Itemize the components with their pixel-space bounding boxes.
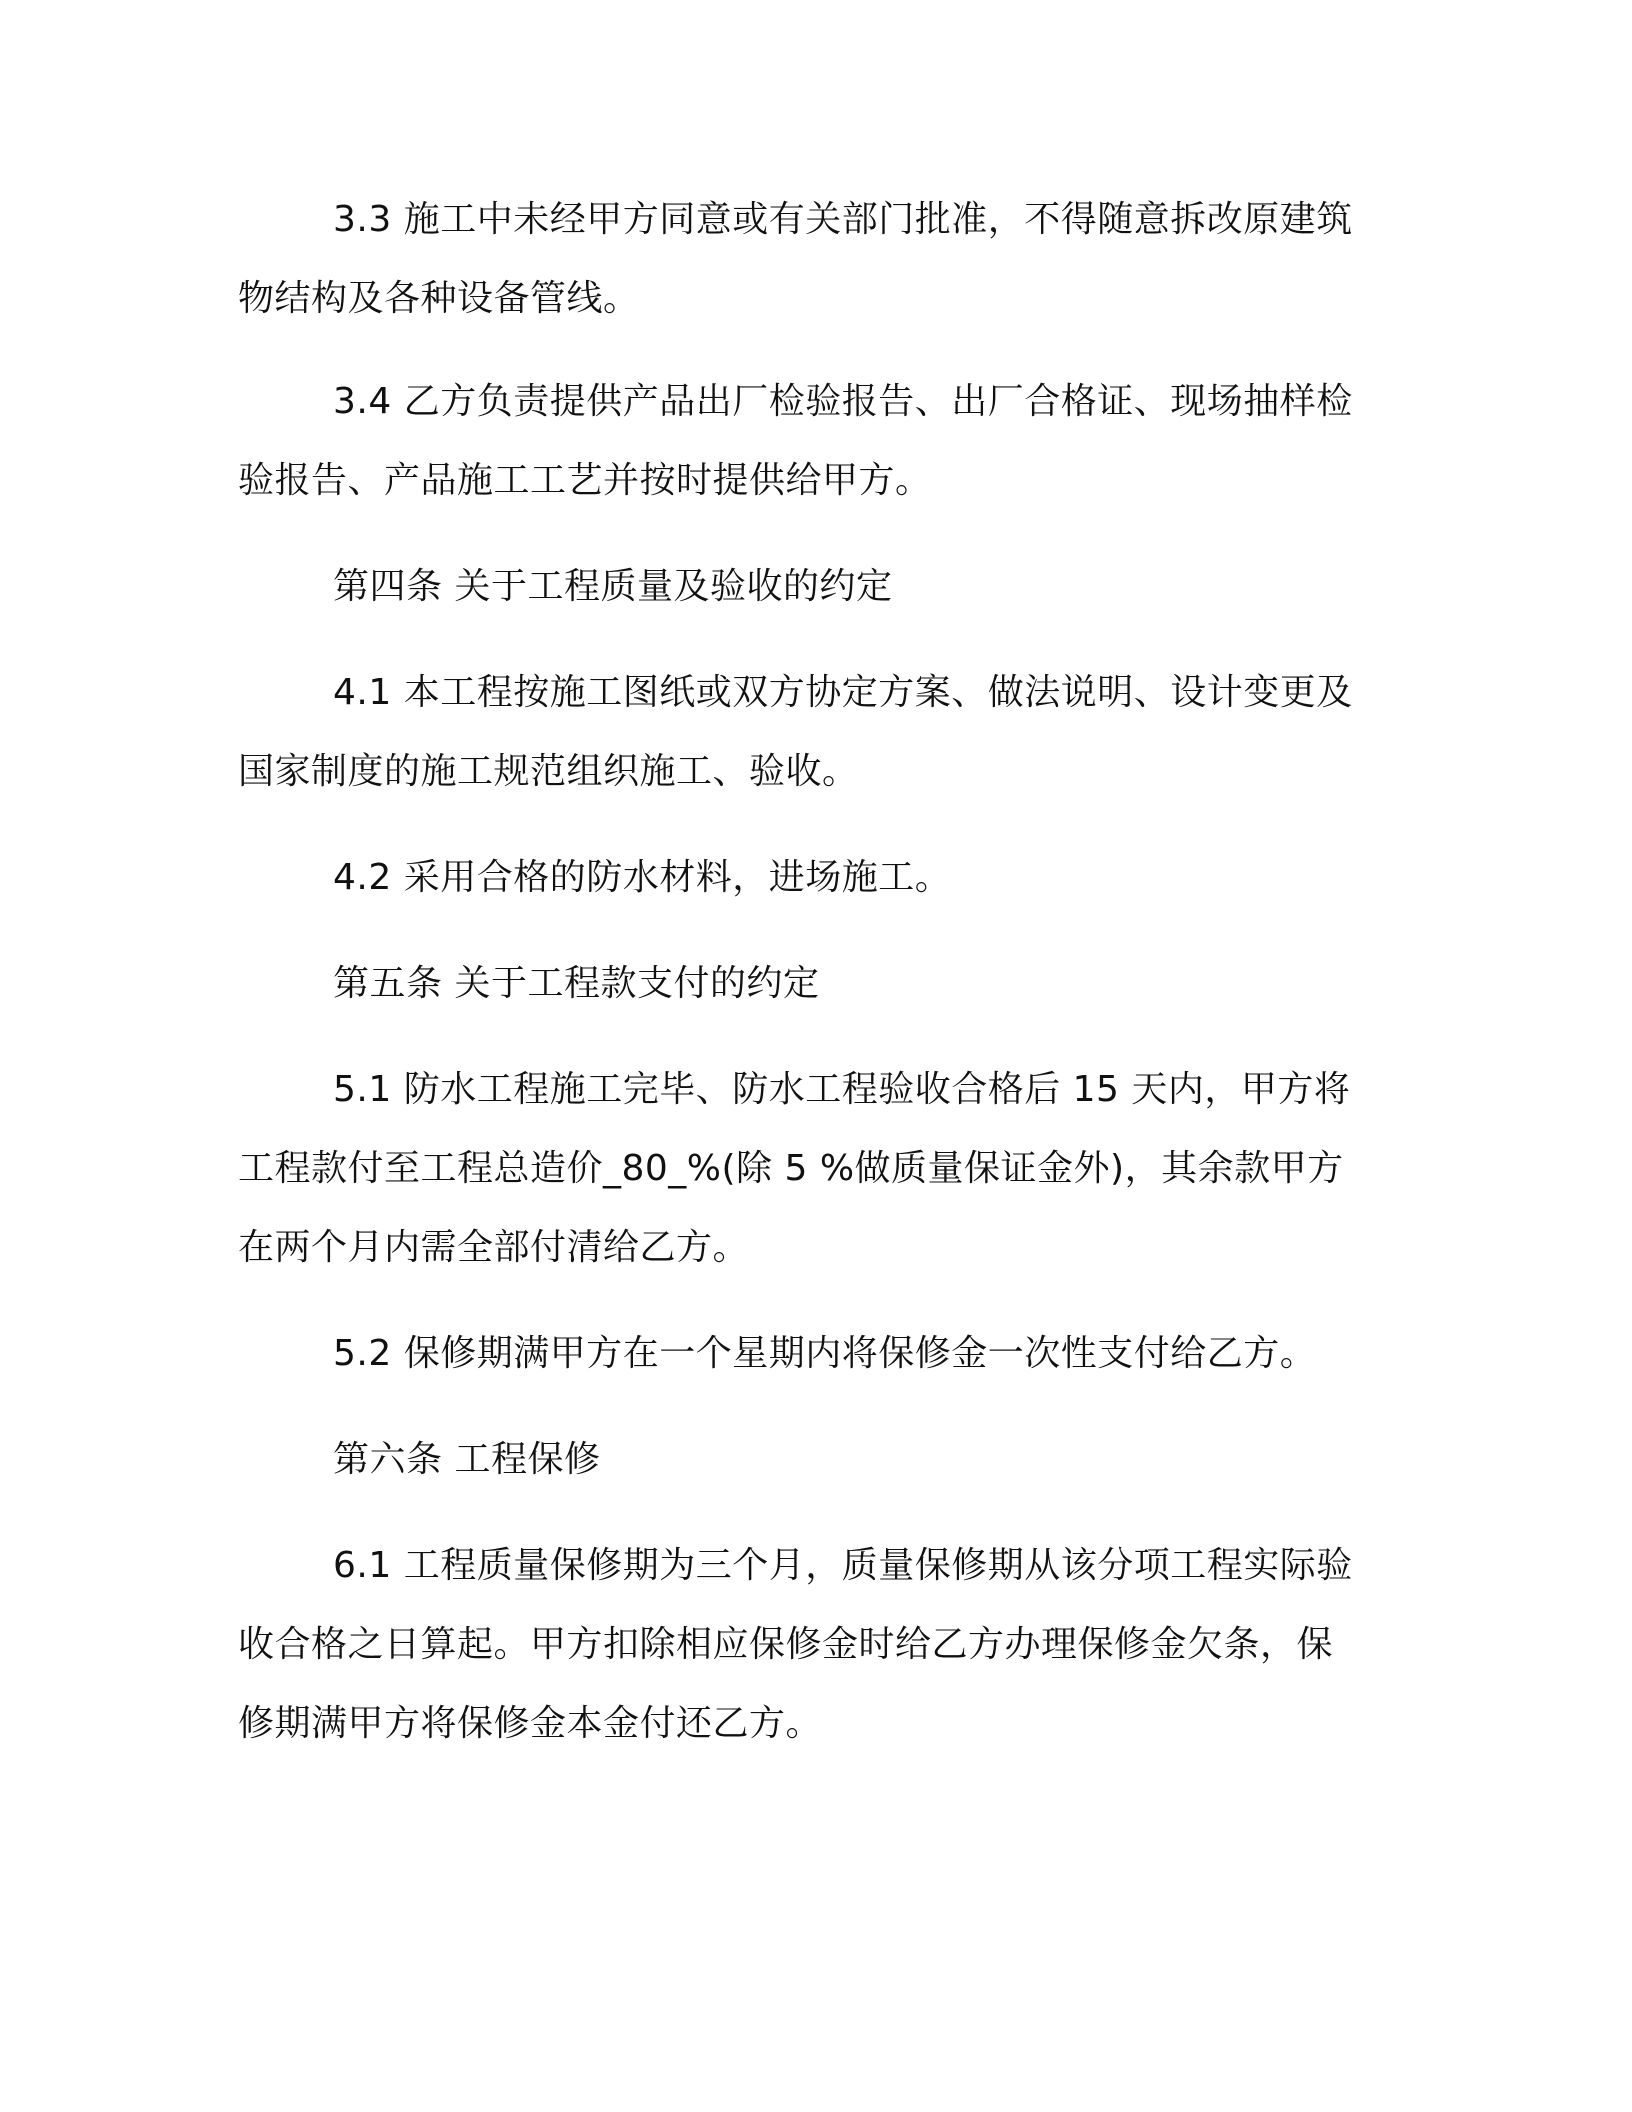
document-body — [238, 180, 1368, 1763]
clause-4-2: 4.2 采用合格的防水材料，进场施工。 — [333, 857, 952, 898]
clause-5-2: 5.2 保修期满甲方在一个星期内将保修金一次性支付给乙方。 — [333, 1333, 1317, 1374]
clause-3-4: 3.4 乙方负责提供产品出厂检验报告、出厂合格证、现场抽样检验报告、产品施工工艺并按时提供给甲方。 — [238, 381, 1353, 501]
article-4-heading: 第四条 关于工程质量及验收的约定 — [333, 566, 893, 607]
clause-3-3: 3.3 施工中未经甲方同意或有关部门批准，不得随意拆改原建筑物结构及各种设备管线。 — [238, 199, 1353, 319]
clause-4-1: 4.1 本工程按施工图纸或双方协定方案、做法说明、设计变更及国家制度的施工规范组织施工、验收。 — [238, 672, 1353, 792]
clause-6-1: 6.1 工程质量保修期为三个月，质量保修期从该分项工程实际验收合格之日算起。甲方扣除相应保修金时给乙方办理保修金欠条，保修期满甲方将保修金本金付还乙方。 — [238, 1545, 1353, 1744]
article-5-heading: 第五条 关于工程款支付的约定 — [333, 963, 820, 1004]
article-6-heading: 第六条 工程保修 — [333, 1439, 601, 1480]
clause-5-1: 5.1 防水工程施工完毕、防水工程验收合格后 15 天内，甲方将工程款付至工程总造价_80_%(除 5 %做质量保证金外)，其余款甲方在两个月内需全部付清给乙方。 — [238, 1069, 1351, 1268]
